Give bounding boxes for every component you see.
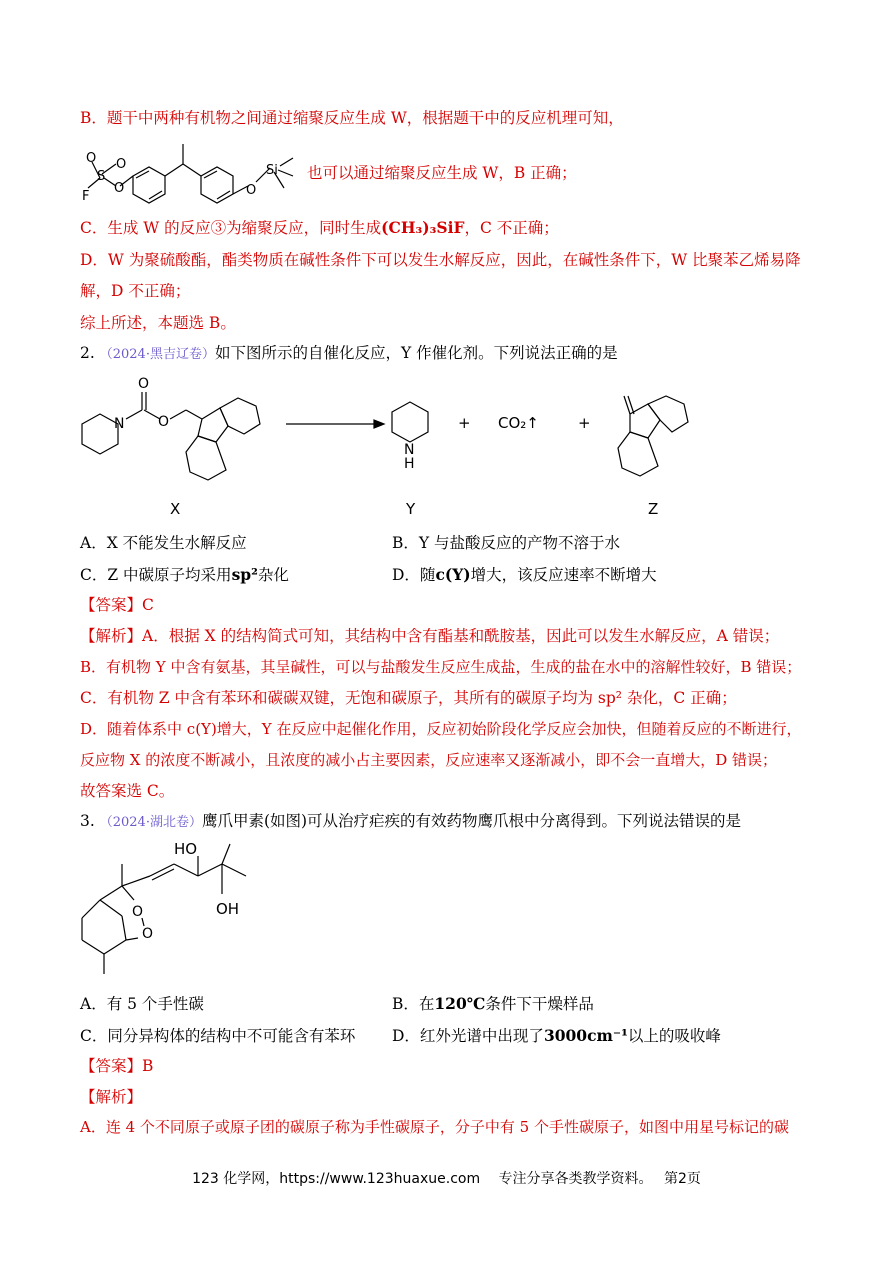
hydroxyl-label: HO	[174, 840, 198, 858]
sulfur-atom: S	[97, 169, 106, 184]
oxygen-atom: O	[246, 183, 257, 198]
plus-sign: +	[578, 414, 591, 432]
q1-option-d-line1: D．W 为聚硫酸酯，酯类物质在碱性条件下可以发生水解反应，因此，在碱性条件下，W 比聚苯乙烯易降	[80, 251, 801, 269]
q2-option-c-tail: 杂化	[257, 566, 289, 584]
q2-analysis-line: 故答案选 C。	[80, 782, 175, 800]
q2-option-a: A．X 不能发生水解反应	[80, 534, 247, 552]
q3-analysis-title: 【解析】	[80, 1088, 143, 1106]
compound-x-label: X	[170, 500, 181, 518]
q1-option-c-line	[80, 218, 559, 238]
compound-z-label: Z	[648, 500, 659, 518]
yingzhaosu-structure	[70, 834, 270, 984]
plus-sign: +	[458, 414, 471, 432]
hydrogen-atom: H	[404, 456, 415, 472]
q3-stem-line	[80, 811, 741, 833]
fluorine-atom: F	[82, 189, 90, 204]
nitrogen-atom: N	[404, 442, 415, 458]
q3-answer: 【答案】B	[80, 1057, 154, 1075]
q2-analysis-line: 反应物 X 的浓度不断减小，且浓度的减小占主要因素，反应速率又逐渐减小，即不会一直增大，D 错误；	[80, 751, 778, 769]
q3-option-b-tail: 条件下干燥样品	[485, 995, 594, 1013]
q2-number: 2.	[80, 344, 95, 362]
q2-reaction-scheme	[70, 368, 770, 520]
q1-option-c-tail: ，C 不正确；	[464, 219, 559, 237]
silicon-atom: Si	[266, 163, 278, 178]
q3-option-d-tail: 以上的吸收峰	[627, 1027, 721, 1045]
q1-option-b-line: B．题干中两种有机物之间通过缩聚反应生成 W，根据题干中的反应机理可知，	[80, 109, 624, 127]
oxygen-atom: O	[132, 904, 144, 920]
q1-option-c-text: C．生成 W 的反应③为缩聚反应，同时生成	[80, 219, 382, 237]
compound-y-label: Y	[406, 500, 416, 518]
oxygen-atom: O	[138, 376, 150, 392]
oxygen-atom: O	[142, 926, 154, 942]
q2-option-d-tail: 增大，该反应速率不断增大	[470, 566, 657, 584]
q3-option-d-text: D．红外光谱中出现了	[392, 1027, 544, 1045]
oxygen-atom: O	[116, 157, 127, 172]
q2-answer: 【答案】C	[80, 596, 154, 614]
q3-number: 3.	[80, 812, 95, 830]
hydroxyl-label: OH	[216, 900, 240, 918]
nitrogen-atom: N	[114, 416, 125, 432]
q3-analysis-a: A．连 4 个不同原子或原子团的碳原子称为手性碳原子，分子中有 5 个手性碳原子，如图中用星号标记的碳	[80, 1118, 789, 1136]
oxygen-atom: O	[86, 151, 97, 166]
q1-option-d-line2: 解，D 不正确；	[80, 282, 191, 300]
q3-source: （2024·湖北卷）	[99, 815, 202, 830]
q3-option-d-wavenumber: 3000cm⁻¹	[543, 1026, 628, 1045]
q3-option-a: A．有 5 个手性碳	[80, 995, 204, 1013]
q1-summary: 综上所述，本题选 B。	[80, 314, 236, 332]
co2-product: CO₂↑	[498, 414, 539, 432]
q2-source: （2024·黑吉辽卷）	[99, 347, 215, 362]
q2-analysis-line: B．有机物 Y 中含有氨基，其呈碱性，可以与盐酸发生反应生成盐，生成的盐在水中的溶解性较好，B 错误；	[80, 658, 802, 676]
q3-option-d	[392, 1024, 721, 1046]
q3-option-b-temp: 120℃	[434, 994, 486, 1013]
q3-option-b	[392, 992, 594, 1014]
q3-option-c: C．同分异构体的结构中不可能含有苯环	[80, 1027, 356, 1045]
q2-option-d-formula: c(Y)	[435, 565, 471, 584]
q2-option-d	[392, 563, 657, 585]
oxygen-atom: O	[158, 414, 170, 430]
q3-stem: 鹰爪甲素(如图)可从治疗疟疾的有效药物鹰爪根中分离得到。下列说法错误的是	[201, 812, 742, 830]
page-footer: 123 化学网，https://www.123huaxue.com 专注分享各类教学资料。 第2页	[192, 1171, 701, 1187]
q2-analysis-line: D．随着体系中 c(Y)增大，Y 在反应中起催化作用，反应初始阶段化学反应会加快，但随着反应的不断进行，	[80, 720, 802, 738]
sulfonyl-fluoride-structure	[78, 136, 308, 208]
q2-option-b: B．Y 与盐酸反应的产物不溶于水	[392, 534, 621, 552]
oxygen-atom: O	[114, 181, 125, 196]
q2-analysis-line: 【解析】A．根据 X 的结构简式可知，其结构中含有酯基和酰胺基，因此可以发生水解反应，A 错误；	[80, 627, 780, 645]
q2-option-d-text: D．随	[392, 566, 436, 584]
q2-option-c	[80, 563, 289, 585]
q2-stem: 如下图所示的自催化反应，Y 作催化剂。下列说法正确的是	[214, 344, 618, 362]
q2-option-c-text: C．Z 中碳原子均采用	[80, 566, 232, 584]
q1-option-b-continued: 也可以通过缩聚反应生成 W，B 正确；	[307, 164, 577, 182]
q2-analysis-line: C．有机物 Z 中含有苯环和碳碳双键，无饱和碳原子，其所有的碳原子均为 sp² 杂化，C 正确；	[80, 689, 737, 707]
q1-option-c-formula: (CH₃)₃SiF	[381, 218, 465, 237]
q2-stem-line	[80, 343, 618, 365]
q2-option-c-formula: sp²	[231, 565, 258, 584]
q3-option-b-text: B．在	[392, 995, 435, 1013]
